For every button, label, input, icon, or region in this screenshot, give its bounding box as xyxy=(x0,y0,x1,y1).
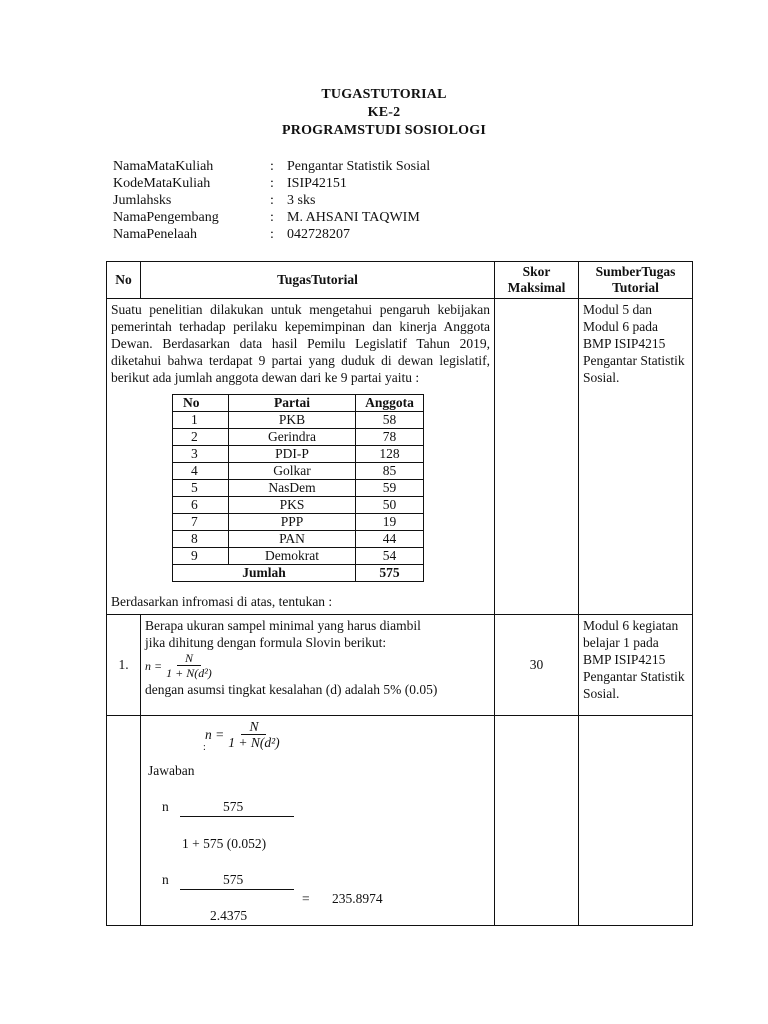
meta-label: NamaPengembang xyxy=(113,210,219,225)
party-total-row xyxy=(173,565,424,582)
party-header-no: No xyxy=(173,395,229,412)
meta-colon: : xyxy=(270,227,274,242)
meta-label: Jumlahsks xyxy=(113,193,172,208)
meta-row xyxy=(113,226,430,243)
party-header-row xyxy=(173,395,424,412)
meta-value: ISIP42151 xyxy=(287,176,347,191)
party-name: PDI-P xyxy=(229,446,356,463)
party-members: 58 xyxy=(356,412,424,429)
fraction-bar-2 xyxy=(180,889,294,890)
document-title xyxy=(0,86,768,140)
tutorial-task-table xyxy=(106,261,693,926)
party-header-name: Partai xyxy=(229,395,356,412)
answer-numerator-1: 575 xyxy=(223,799,244,814)
answer-n-2: n xyxy=(162,872,169,887)
party-members: 128 xyxy=(356,446,424,463)
party-no: 7 xyxy=(173,514,229,531)
answer-n-1: n xyxy=(162,799,169,814)
meta-value: 3 sks xyxy=(287,193,316,208)
formula-lhs: n = xyxy=(145,658,163,673)
party-row xyxy=(173,531,424,548)
answer-score-cell xyxy=(495,716,579,926)
party-row xyxy=(173,548,424,565)
party-row xyxy=(173,446,424,463)
party-name: PPP xyxy=(229,514,356,531)
party-no: 6 xyxy=(173,497,229,514)
answer-source-cell xyxy=(579,716,693,926)
party-no: 9 xyxy=(173,548,229,565)
party-name: NasDem xyxy=(229,480,356,497)
party-name: Gerindra xyxy=(229,429,356,446)
party-total-value: 575 xyxy=(356,565,424,582)
party-row xyxy=(173,514,424,531)
answer-result: 235.8974 xyxy=(332,891,383,906)
party-name: PKB xyxy=(229,412,356,429)
question-score: 30 xyxy=(495,615,579,716)
title-line-2: KE-2 xyxy=(367,105,401,120)
formula-denominator: 1 + N(d²) xyxy=(166,666,212,680)
party-name: PKS xyxy=(229,497,356,514)
title-line-1: TUGASTUTORIAL xyxy=(321,87,447,102)
party-members: 54 xyxy=(356,548,424,565)
party-no: 1 xyxy=(173,412,229,429)
course-info xyxy=(113,158,430,243)
answer-work xyxy=(141,716,494,922)
answer-numerator-2: 575 xyxy=(223,872,244,887)
party-row xyxy=(173,480,424,497)
party-no: 8 xyxy=(173,531,229,548)
party-no: 3 xyxy=(173,446,229,463)
answer-cell xyxy=(141,716,495,926)
formula-numerator: N xyxy=(177,651,201,666)
party-members: 59 xyxy=(356,480,424,497)
answer-denominator-1: 1 + 575 (0.052) xyxy=(182,836,267,851)
formula-denominator: 1 + N(d²) xyxy=(228,735,280,750)
answer-equals: = xyxy=(302,891,310,906)
party-row xyxy=(173,497,424,514)
answer-row xyxy=(107,716,693,926)
answer-denominator-2: 2.4375 xyxy=(210,908,248,923)
formula-fraction xyxy=(166,651,212,681)
question-text-line-1: Berapa ukuran sampel minimal yang harus diambil xyxy=(145,618,421,633)
question-assumption: dengan asumsi tingkat kesalahan (d) adalah 5% (0.05) xyxy=(145,682,438,697)
meta-label: NamaMataKuliah xyxy=(113,159,214,174)
party-no: 5 xyxy=(173,480,229,497)
question-no: 1. xyxy=(107,615,141,716)
answer-no-cell xyxy=(107,716,141,926)
party-total-label: Jumlah xyxy=(173,565,356,582)
formula-lhs: n = xyxy=(205,727,225,742)
table-header-row xyxy=(107,262,693,299)
meta-label: NamaPenelaah xyxy=(113,227,197,242)
party-members: 50 xyxy=(356,497,424,514)
meta-colon: : xyxy=(270,210,274,225)
meta-value: 042728207 xyxy=(287,227,350,242)
meta-value: M. AHSANI TAQWIM xyxy=(287,210,420,225)
title-line-3: PROGRAMSTUDI SOSIOLOGI xyxy=(282,123,486,138)
meta-colon: : xyxy=(270,193,274,208)
header-task: TugasTutorial xyxy=(141,262,495,299)
intro-text: Suatu penelitian dilakukan untuk mengetahui pengaruh kebijakan pemerintah terhadap perilaku kepemimpinan dan kinerja Anggota Dewan. Berdasarkan data hasil Pemilu Legislatif Tahun 2019, diketahui bahwa terdapat 9 partai yang duduk di dewan legislatif, berikut ada jumlah anggota dewan dari ke 9 partai yaitu : xyxy=(111,302,490,385)
meta-row xyxy=(113,209,430,226)
party-name: PAN xyxy=(229,531,356,548)
meta-value: Pengantar Statistik Sosial xyxy=(287,159,431,174)
party-no: 4 xyxy=(173,463,229,480)
answer-formula xyxy=(205,720,280,750)
party-row xyxy=(173,429,424,446)
party-header-members: Anggota xyxy=(356,395,424,412)
party-row xyxy=(173,412,424,429)
intro-score-cell xyxy=(495,299,579,615)
party-no: 2 xyxy=(173,429,229,446)
formula-numerator: N xyxy=(241,720,266,735)
meta-colon: : xyxy=(270,176,274,191)
question-text-line-2: jika dihitung dengan formula Slovin berikut: xyxy=(145,635,387,650)
party-members: 85 xyxy=(356,463,424,480)
party-row xyxy=(173,463,424,480)
intro-cell xyxy=(107,299,495,615)
slovin-formula xyxy=(145,651,212,681)
meta-label: KodeMataKuliah xyxy=(113,176,211,191)
party-members: 78 xyxy=(356,429,424,446)
answer-colon: : xyxy=(203,742,206,753)
intro-source: Modul 5 dan Modul 6 pada BMP ISIP4215 Pengantar Statistik Sosial. xyxy=(579,299,693,615)
header-no: No xyxy=(107,262,141,299)
party-members: 44 xyxy=(356,531,424,548)
meta-row xyxy=(113,192,430,209)
party-name: Golkar xyxy=(229,463,356,480)
question-row xyxy=(107,615,693,716)
answer-label: Jawaban xyxy=(148,763,195,778)
party-name: Demokrat xyxy=(229,548,356,565)
meta-row xyxy=(113,175,430,192)
intro-row xyxy=(107,299,693,615)
formula-fraction xyxy=(228,720,279,750)
header-score: Skor Maksimal xyxy=(495,262,579,299)
question-source: Modul 6 kegiatan belajar 1 pada BMP ISIP4215 Pengantar Statistik Sosial. xyxy=(579,615,693,716)
fraction-bar-1 xyxy=(180,816,294,817)
party-table xyxy=(172,394,424,582)
meta-colon: : xyxy=(270,159,274,174)
party-members: 19 xyxy=(356,514,424,531)
question-cell xyxy=(141,615,495,716)
header-source: SumberTugas Tutorial xyxy=(579,262,693,299)
intro-footer: Berdasarkan infromasi di atas, tentukan : xyxy=(111,594,333,609)
meta-row xyxy=(113,158,430,175)
